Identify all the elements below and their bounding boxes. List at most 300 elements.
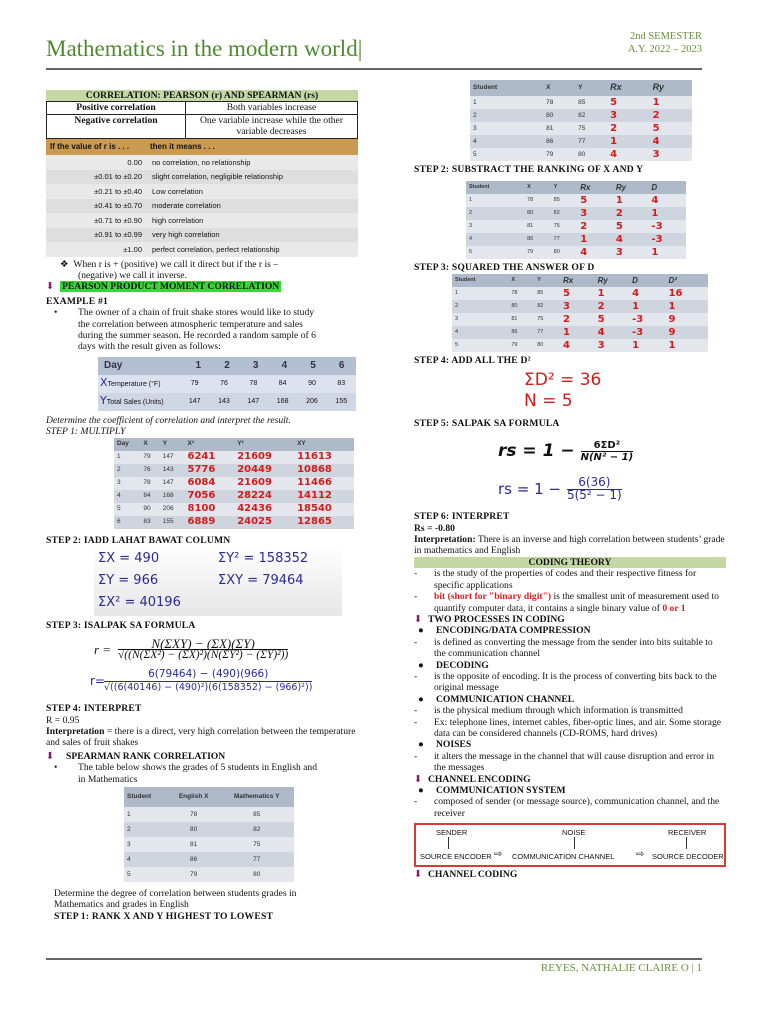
- denominator: N(N² − 1): [580, 452, 634, 464]
- sum-value: ΣX = 490: [98, 551, 160, 567]
- table-header-row: [470, 80, 692, 96]
- table-cell: 1: [452, 287, 508, 300]
- table-cell: 5: [114, 503, 140, 516]
- table-cell: Negative correlation: [47, 114, 186, 138]
- table-header: Mathematics Y: [219, 787, 294, 807]
- table-row: [124, 807, 294, 822]
- table-row: [124, 822, 294, 837]
- fraction: [104, 669, 312, 693]
- interpretation: [414, 534, 726, 557]
- dash-icon: -: [414, 796, 418, 808]
- table-header: then it means . . .: [146, 139, 358, 156]
- left-column: [46, 90, 358, 922]
- list-item: [414, 671, 726, 694]
- author-name: REYES, NATHALIE CLAIRE O: [540, 962, 689, 974]
- table-cell: moderate correlation: [146, 199, 358, 214]
- table-cell: 206: [306, 398, 318, 406]
- spearman-determine: [54, 888, 358, 922]
- diagram-label: SENDER: [436, 828, 468, 838]
- table-cell: 5: [452, 339, 508, 352]
- table-cell: 86: [543, 135, 575, 148]
- table-cell: 79: [190, 380, 199, 388]
- heading-text: NOISES: [436, 739, 472, 751]
- flag-icon: ⬇: [46, 281, 55, 293]
- table-row: [466, 207, 686, 220]
- text-line: the correlation between atmospheric temperature and sales: [78, 318, 303, 330]
- table-cell: 3: [124, 837, 168, 852]
- sum-d2-box: [524, 370, 726, 412]
- table-cell: 5: [577, 194, 613, 207]
- sums-box: [94, 546, 342, 616]
- table-header: D: [648, 181, 686, 194]
- page-number: | 1: [691, 962, 702, 974]
- highlight-text: bit (short for "binary digit"): [434, 591, 552, 603]
- table-cell: very high correlation: [146, 228, 358, 243]
- r-interpretation-table: [46, 139, 358, 257]
- table-cell: 78: [543, 96, 575, 109]
- multiply-table: [114, 438, 354, 529]
- table-cell: 143: [160, 464, 185, 477]
- table-cell: 6889: [185, 516, 235, 529]
- table-cell: Positive correlation: [47, 102, 186, 114]
- heading-text: COMMUNICATION SYSTEM: [436, 785, 566, 796]
- n-value: N = 5: [524, 391, 573, 412]
- numerator: 6(36): [567, 477, 622, 489]
- table-cell: 1: [595, 287, 630, 300]
- text-line: during the summer season. He recorded a random sample of 6: [78, 330, 316, 342]
- heading-text: CHANNEL CODING: [428, 869, 518, 881]
- section-heading: PEARSON PRODUCT MOMENT CORRELATION: [62, 281, 280, 293]
- step-heading: STEP 2: IADD LAHAT BAWAT COLUMN: [46, 534, 231, 546]
- table-cell: 81: [508, 313, 534, 326]
- table-cell: 1: [629, 339, 665, 352]
- table-cell: 3: [452, 313, 508, 326]
- table-cell: 1: [629, 300, 665, 313]
- list-text: is defined as converting the message from the sender into bits suitable to the communication channel: [434, 636, 713, 660]
- table-cell: 77: [219, 852, 294, 867]
- table-cell: 9: [666, 326, 708, 339]
- row-label: [98, 395, 180, 408]
- handwritten-r: r=: [90, 673, 105, 688]
- table-header-row: [114, 438, 354, 451]
- table-header: Y: [160, 438, 185, 451]
- correlation-type-table: [46, 101, 358, 138]
- table-cell: 79: [508, 339, 534, 352]
- handwritten-y: Y: [100, 394, 107, 408]
- table-cell: 4: [650, 135, 692, 148]
- table-row: [46, 155, 358, 170]
- table-row: [98, 393, 356, 411]
- heading-text: ENCODING/DATA COMPRESSION: [436, 625, 591, 637]
- table-cell: 84: [140, 490, 159, 503]
- table-header-row: [124, 787, 294, 807]
- table-header-row: [466, 181, 686, 194]
- heading-text: COMMUNICATION CHANNEL: [436, 693, 575, 705]
- table-header: D: [629, 274, 665, 287]
- table-cell: 5: [613, 220, 649, 233]
- bullet-icon: ●: [418, 785, 424, 796]
- table-cell: 86: [508, 326, 534, 339]
- table-cell: 81: [168, 837, 220, 852]
- table-cell: 85: [575, 96, 607, 109]
- dash-icon: -: [414, 568, 418, 580]
- table-header: Y: [551, 181, 578, 194]
- table-cell: 21609: [234, 451, 294, 464]
- table-cell: 3: [595, 339, 630, 352]
- diagram-label: SOURCE DECODER: [652, 852, 724, 862]
- table-cell: 78: [140, 477, 159, 490]
- bullet-icon: ●: [418, 659, 424, 671]
- flag-icon: ⬇: [46, 750, 55, 762]
- bullet-icon: •: [54, 762, 58, 774]
- table-cell: 1: [613, 194, 649, 207]
- table-cell: 1: [124, 807, 168, 822]
- text-line: Determine the degree of correlation between students grades in: [54, 887, 297, 899]
- table-header: Rx: [607, 80, 649, 96]
- table-cell: 76: [140, 464, 159, 477]
- table-cell: 1: [648, 246, 686, 259]
- numerator: N(ΣXY) − (ΣX)(ΣY): [118, 638, 288, 650]
- table-cell: 155: [335, 398, 348, 406]
- table-cell: -3: [648, 220, 686, 233]
- table-row: [46, 184, 358, 199]
- table-cell: 75: [534, 313, 560, 326]
- table-cell: 78: [508, 287, 534, 300]
- formula-label: r =: [94, 641, 112, 657]
- example-paragraph: [78, 307, 316, 353]
- table-cell: ±0.01 to ±0.20: [46, 170, 146, 185]
- table-row: [466, 220, 686, 233]
- bullet-icon: ●: [418, 739, 424, 751]
- list-text: is the opposite of encoding. It is the process of converting bits back to the original message: [434, 670, 717, 694]
- table-cell: 4: [114, 490, 140, 503]
- table-header: If the value of r is . . .: [46, 139, 146, 156]
- interp-label: Interpretation:: [414, 534, 476, 546]
- table-cell: Both variables increase: [186, 102, 358, 114]
- table-cell: 5: [124, 867, 168, 882]
- table-row: [470, 148, 692, 161]
- table-cell: 77: [551, 233, 578, 246]
- table-header: Student: [452, 274, 508, 287]
- rs-value: Rs = -0.80: [414, 522, 455, 534]
- table-cell: 4: [452, 326, 508, 339]
- table-cell: 76: [220, 380, 228, 388]
- footer: [541, 962, 702, 974]
- table-header: 3: [252, 360, 259, 372]
- table-row: [46, 242, 358, 257]
- table-cell: 81: [543, 122, 575, 135]
- diagram-label: COMMUNICATION CHANNEL: [512, 852, 615, 862]
- difference-table: [466, 181, 686, 259]
- interpretation: [46, 726, 358, 749]
- table-row: [46, 213, 358, 228]
- heading-text: CHANNEL ENCODING: [428, 773, 531, 785]
- table-cell: 2: [613, 207, 649, 220]
- handwritten-x: X: [100, 376, 108, 390]
- table-cell: 4: [560, 339, 595, 352]
- row-label: [98, 377, 180, 390]
- heading-text: DECODING: [436, 659, 489, 671]
- header-divider: [46, 68, 702, 70]
- table-cell: 80: [508, 300, 534, 313]
- list-item: [414, 751, 726, 774]
- list-text: [434, 591, 726, 614]
- note-text: When r is + (positive) we call it direct but if the r is –: [73, 258, 279, 270]
- note-line-1: [60, 259, 358, 270]
- list-text: composed of sender (or message source), communication channel, and the receiver: [434, 796, 720, 819]
- table-cell: 2: [124, 822, 168, 837]
- table-cell: 78: [168, 807, 220, 822]
- table-header: 2: [224, 360, 230, 372]
- table-cell: 1: [648, 207, 686, 220]
- list-text: Ex: telephone lines, internet cables, fiber-optic lines, and air. Some storage data can be considered channels (CD-ROMS, hard drives): [434, 716, 721, 739]
- table-cell: perfect correlation, perfect relationship: [146, 242, 358, 257]
- table-header: 4: [281, 360, 288, 372]
- pearson-formula: [94, 635, 358, 662]
- step-heading: STEP 4: INTERPRET: [46, 703, 142, 715]
- connector-line: [448, 837, 449, 849]
- table-row: [452, 313, 708, 326]
- list-heading: [418, 785, 726, 796]
- table-row: [470, 135, 692, 148]
- connector-line: [574, 837, 575, 849]
- sign-note: [60, 259, 358, 282]
- table-cell: 7056: [185, 490, 235, 503]
- table-header: Ry: [650, 80, 692, 96]
- dash-icon: -: [414, 591, 418, 603]
- table-cell: 77: [534, 326, 560, 339]
- table-cell: 4: [124, 852, 168, 867]
- table-row: [124, 852, 294, 867]
- day-table: [98, 357, 356, 411]
- table-cell: 20449: [234, 464, 294, 477]
- table-cell: 79: [168, 867, 220, 882]
- formula-label: rs = 1 −: [498, 479, 561, 498]
- denominator: 5(5² − 1): [566, 487, 622, 502]
- table-cell: 1: [114, 451, 140, 464]
- table-header: Rx: [560, 274, 595, 287]
- interp-label: Interpretation: [46, 725, 105, 737]
- table-cell: -3: [648, 233, 686, 246]
- table-header: 6: [338, 360, 345, 372]
- flag-icon: ⬇: [414, 773, 423, 785]
- table-header: Student: [466, 181, 524, 194]
- arrow-icon: ⇨: [494, 849, 503, 861]
- spearman-paragraph: [78, 762, 317, 785]
- table-cell: -3: [629, 326, 665, 339]
- table-cell: 2: [577, 220, 613, 233]
- table-cell: 78: [249, 380, 258, 388]
- text-line: days with the result given as follows:: [78, 341, 221, 353]
- table-cell: 28224: [234, 490, 294, 503]
- table-row: [466, 246, 686, 259]
- table-cell: 1: [666, 300, 708, 313]
- table-cell: 1: [666, 339, 708, 352]
- table-row: [124, 837, 294, 852]
- table-cell: 80: [534, 339, 560, 352]
- list-text: is the physical medium through which information is transmitted: [434, 705, 683, 717]
- table-cell: 4: [595, 326, 630, 339]
- table-header: Y²: [234, 438, 294, 451]
- table-row: [452, 326, 708, 339]
- table-cell: 2: [466, 207, 524, 220]
- sum-value: ΣXY = 79464: [218, 573, 304, 589]
- communication-diagram: [414, 823, 726, 867]
- table-cell: 2: [607, 122, 649, 135]
- table-cell: 85: [219, 807, 294, 822]
- table-cell: 75: [219, 837, 294, 852]
- table-cell: ±1.00: [46, 242, 146, 257]
- table-cell: ±0.91 to ±0.99: [46, 228, 146, 243]
- table-cell: 155: [160, 516, 185, 529]
- table-header: Ry: [595, 274, 630, 287]
- table-cell: 168: [160, 490, 185, 503]
- text-line: The owner of a chain of fruit shake stores would like to study: [78, 307, 315, 319]
- sum-value: ΣX² = 40196: [98, 595, 181, 611]
- heading-text: TWO PROCESSES IN CODING: [428, 613, 565, 625]
- step-heading: STEP 2: SUBSTRACT THE RANKING OF X AND Y: [414, 164, 644, 175]
- list-item: [414, 717, 726, 740]
- table-cell: 147: [160, 477, 185, 490]
- r-value: R = 0.95: [46, 714, 80, 726]
- dash-icon: -: [414, 750, 418, 762]
- table-cell: 6: [114, 516, 140, 529]
- table-header: X: [524, 181, 551, 194]
- table-header: Ry: [613, 181, 649, 194]
- table-header: XY: [294, 438, 354, 451]
- spearman-substitution: [498, 477, 726, 501]
- table-cell: 9: [666, 313, 708, 326]
- list-heading: [418, 660, 726, 671]
- table-cell: 2: [560, 313, 595, 326]
- list-text: is the study of the properties of codes and their respective fitness for specific applications: [434, 568, 697, 591]
- table-cell: 81: [524, 220, 551, 233]
- list-item: [414, 705, 726, 716]
- bullet-icon: •: [54, 307, 58, 319]
- table-row: [47, 102, 358, 114]
- table-cell: Low correlation: [146, 184, 358, 199]
- table-cell: -3: [629, 313, 665, 326]
- table-cell: 168: [276, 398, 289, 406]
- table-header: Student: [124, 787, 168, 807]
- table-header: X²: [185, 438, 235, 451]
- pmcc-heading-row: [46, 281, 358, 292]
- step-heading: STEP 5: SALPAK SA FORMULA: [414, 418, 560, 430]
- table-row: [466, 233, 686, 246]
- table-header: Day: [114, 438, 140, 451]
- table-row: [470, 96, 692, 109]
- body-text: is the smallest unit of measurement used to quantify computer data, it contains a single binary value of: [434, 591, 719, 614]
- table-cell: 4: [648, 194, 686, 207]
- table-cell: 90: [308, 380, 316, 388]
- spearman-heading-row: [46, 751, 358, 762]
- formula-label: rs = 1 −: [498, 440, 575, 461]
- dash-icon: -: [414, 716, 418, 728]
- table-cell: 4: [613, 233, 649, 246]
- list-heading: [414, 869, 726, 880]
- text-line: The table below shows the grades of 5 students in English and: [78, 762, 318, 774]
- table-header: 5: [310, 360, 316, 372]
- table-row: [98, 375, 356, 393]
- table-cell: 1: [470, 96, 543, 109]
- arrow-icon: ⇨: [636, 849, 645, 861]
- list-item: [414, 591, 726, 614]
- table-header: Day: [104, 360, 123, 372]
- table-cell: 3: [560, 300, 595, 313]
- table-header: Rx: [577, 181, 613, 194]
- table-cell: 1: [466, 194, 524, 207]
- table-cell: 80: [543, 109, 575, 122]
- text-line: Mathematics and grades in English: [54, 899, 189, 911]
- table-row: [470, 122, 692, 135]
- table-cell: ±0.21 to ±0.40: [46, 184, 146, 199]
- table-row: [114, 490, 354, 503]
- table-cell: 16: [666, 287, 708, 300]
- step-heading: STEP 3: ISALPAK SA FORMULA: [46, 620, 196, 632]
- table-cell: 206: [160, 503, 185, 516]
- table-row: [114, 464, 354, 477]
- table-cell: ±0.71 to ±0.90: [46, 213, 146, 228]
- table-cell: 12865: [294, 516, 354, 529]
- table-cell: 85: [551, 194, 578, 207]
- fraction: [118, 635, 289, 662]
- right-column: [414, 80, 726, 881]
- table-cell: One variable increase while the other variable decreases: [186, 114, 358, 138]
- table-cell: slight correlation, negligible relationship: [146, 170, 358, 185]
- fraction: [581, 440, 634, 464]
- table-cell: 79: [524, 246, 551, 259]
- list-heading: [418, 694, 726, 705]
- table-cell: 5776: [185, 464, 235, 477]
- step-heading: STEP 1: RANK X AND Y HIGHEST TO LOWEST: [54, 910, 274, 922]
- table-cell: 84: [278, 380, 287, 388]
- table-cell: 14112: [294, 490, 354, 503]
- list-item: [414, 568, 726, 591]
- table-header: Y: [534, 274, 560, 287]
- table-cell: 0.00: [46, 155, 146, 170]
- fraction: [567, 477, 622, 501]
- spearman-text: [54, 762, 358, 785]
- table-cell: ±0.41 to ±0.70: [46, 199, 146, 214]
- table-row: [114, 503, 354, 516]
- table-cell: high correlation: [146, 213, 358, 228]
- example-text: [54, 307, 358, 353]
- table-cell: 2: [114, 464, 140, 477]
- connector-line: [686, 837, 687, 849]
- diagram-label: NOISE: [562, 828, 586, 838]
- table-cell: 4: [629, 287, 665, 300]
- table-cell: 2: [650, 109, 692, 122]
- table-cell: 11466: [294, 477, 354, 490]
- table-cell: 147: [188, 398, 201, 406]
- label: Total Sales (Units): [106, 399, 164, 407]
- table-cell: 5: [560, 287, 595, 300]
- table-header: English X: [168, 787, 220, 807]
- list-heading: [414, 614, 726, 625]
- table-cell: 80: [575, 148, 607, 161]
- flag-icon: ⬇: [414, 869, 423, 881]
- table-cell: 5: [466, 246, 524, 259]
- table-cell: 1: [577, 233, 613, 246]
- table-header-row: [46, 139, 358, 156]
- table-header: 1: [195, 360, 202, 372]
- interp-text: There is an inverse and high correlation between students’ grade in mathematics and English: [414, 534, 725, 557]
- table-cell: 4: [470, 135, 543, 148]
- table-cell: 5: [607, 96, 649, 109]
- table-cell: 4: [577, 246, 613, 259]
- table-cell: 3: [607, 109, 649, 122]
- sum-d2-value: ΣD² = 36: [524, 370, 602, 391]
